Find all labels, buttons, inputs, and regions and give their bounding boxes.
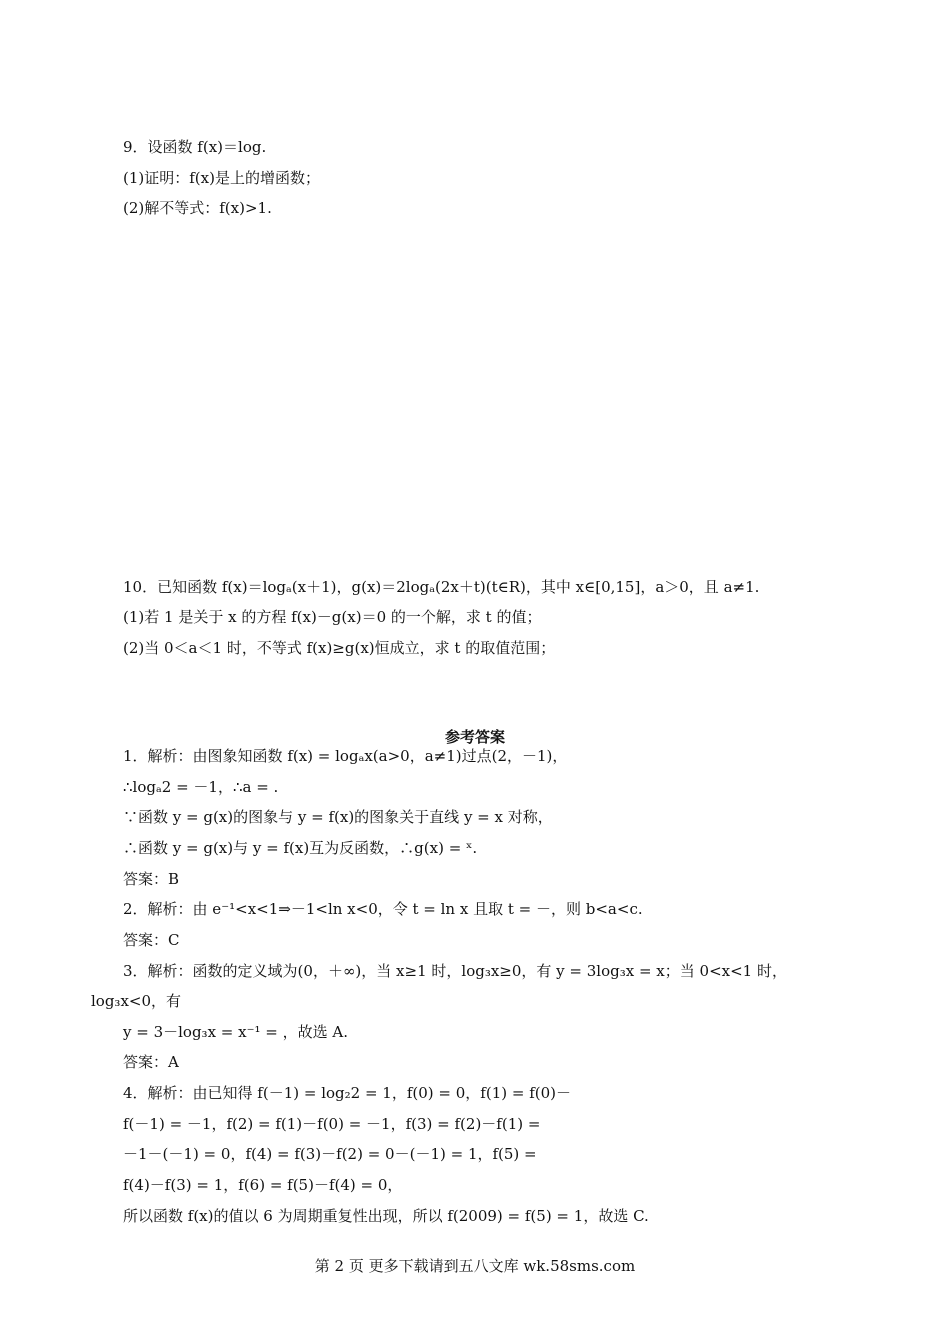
answer-line: 3．解析：函数的定义域为(0，＋∞)，当 x≥1 时，log₃x≥0，有 y = 3log₃x = x；当 0<x<1 时， [123,962,787,980]
page-footer: 第 2 页 更多下载请到五八文库 wk.58sms.com [314,1257,636,1275]
answer-line: 答案：C [123,931,180,949]
answer-line: 1．解析：由图象知函数 f(x) = logₐx(a>0，a≠1)过点(2，－1)， [123,747,568,765]
answer-line: ∴logₐ2 = －1，∴a = . [123,778,279,796]
q10-part2: (2)当 0＜a＜1 时，不等式 f(x)≥g(x)恒成立，求 t 的取值范围； [123,639,556,657]
q10-part1: (1)若 1 是关于 x 的方程 f(x)－g(x)＝0 的一个解，求 t 的值； [123,608,542,626]
answer-line: f(4)－f(3) = 1，f(6) = f(5)－f(4) = 0， [123,1176,403,1194]
q10-stem: 10．已知函数 f(x)＝logₐ(x＋1)，g(x)＝2logₐ(2x＋t)(t∈R)，其中 x∈[0,15]，a＞0，且 a≠1. [123,578,760,596]
q9-stem: 9．设函数 f(x)＝log. [123,138,267,156]
answer-line: －1－(－1) = 0，f(4) = f(3)－f(2) = 0－(－1) = 1，f(5) = [123,1145,537,1163]
answer-line: log₃x<0，有 [91,992,182,1010]
q9-part1: (1)证明：f(x)是上的增函数； [123,169,320,187]
answer-line: 所以函数 f(x)的值以 6 为周期重复性出现，所以 f(2009) = f(5) = 1，故选 C. [123,1207,649,1225]
answer-line: f(－1) = －1，f(2) = f(1)－f(0) = －1，f(3) = f(2)－f(1) = [123,1115,541,1133]
answers-title: 参考答案 [444,728,505,746]
answer-line: ∴函数 y = g(x)与 y = f(x)互为反函数，∴g(x) = ˣ. [123,839,478,857]
answer-line: 4．解析：由已知得 f(－1) = log₂2 = 1，f(0) = 0，f(1) = f(0)－ [123,1084,572,1102]
answer-line: 答案：A [123,1053,179,1071]
answer-line: 答案：B [123,870,180,888]
answer-line: ∵函数 y = g(x)的图象与 y = f(x)的图象关于直线 y = x 对称， [123,808,553,826]
q9-part2: (2)解不等式：f(x)>1. [123,199,272,217]
answer-line: 2．解析：由 e⁻¹<x<1⇒－1<ln x<0，令 t = ln x 且取 t = －，则 b<a<c. [123,900,643,918]
answer-line: y = 3－log₃x = x⁻¹ = ，故选 A. [123,1023,348,1041]
